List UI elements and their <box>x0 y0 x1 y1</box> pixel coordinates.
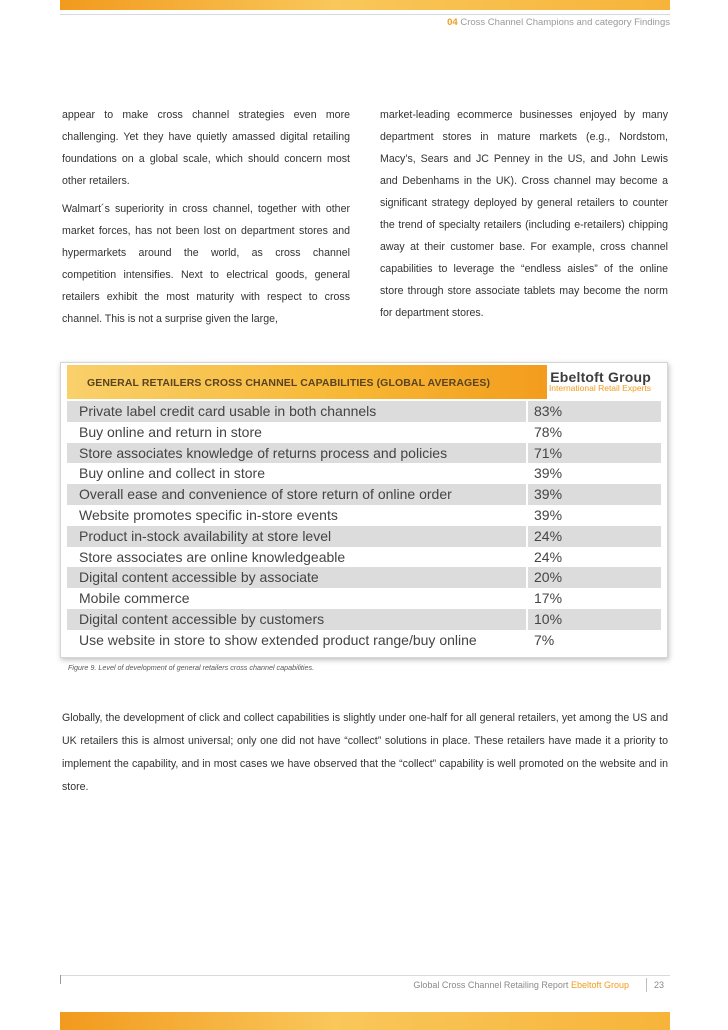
row-value: 17% <box>534 590 563 607</box>
figure-title: GENERAL RETAILERS CROSS CHANNEL CAPABILITIES (GLOBAL AVERAGES) <box>87 377 491 389</box>
table-row <box>67 526 661 547</box>
row-label: Website promotes specific in-store events <box>79 506 338 523</box>
running-header <box>447 17 670 28</box>
figure-caption: Figure 9. Level of development of general retailers cross channel capabilities. <box>68 663 315 672</box>
row-label: Buy online and collect in store <box>79 465 265 482</box>
page-number: 23 <box>654 980 665 990</box>
section-number: 04 <box>447 17 458 28</box>
logo-tagline: International Retail Experts <box>548 383 651 393</box>
row-label: Private label credit card usable in both channels <box>79 403 377 419</box>
row-value: 7% <box>534 631 555 648</box>
header-divider <box>60 14 670 15</box>
table-row <box>67 547 661 568</box>
right-paragraph-1: market-leading ecommerce businesses enjoyed by many department stores in mature markets (e.g., Nordstom, Macy’s, Sears and JC Penney in the US, and John Lewis and Debenhams in the UK). Cross channel may become a significant strategy deployed by general retailers to counter the trend of specialty retailers (including e-retailers) chipping away at their customer base. For example, cross channel capabilities to leverage the “endless aisles” of the online store through store associate tablets may become the norm for department stores. <box>380 109 668 319</box>
row-label: Store associates are online knowledgeable <box>79 548 346 565</box>
row-value: 10% <box>534 610 563 627</box>
section-title: Cross Channel Champions and category Findings <box>460 17 670 28</box>
row-value: 39% <box>534 506 563 523</box>
bottom-accent-bar <box>60 1012 670 1030</box>
table-row <box>67 463 661 484</box>
table-row <box>67 588 661 609</box>
right-text-column <box>380 104 668 330</box>
row-value: 71% <box>534 444 563 461</box>
top-accent-bar <box>60 0 670 10</box>
row-value: 39% <box>534 465 563 482</box>
footer-divider <box>60 975 670 976</box>
table-row <box>67 505 661 526</box>
row-label: Store associates knowledge of returns process and policies <box>79 444 448 461</box>
row-label: Digital content accessible by customers <box>79 610 325 627</box>
column-divider <box>526 401 528 651</box>
running-footer <box>413 980 629 990</box>
row-label: Use website in store to show extended product range/buy online <box>79 631 477 648</box>
row-value: 39% <box>534 486 563 503</box>
row-label: Product in-stock availability at store level <box>79 527 332 544</box>
row-value: 78% <box>534 423 563 440</box>
capabilities-figure <box>60 362 668 658</box>
row-value: 24% <box>534 527 563 544</box>
table-row <box>67 609 661 630</box>
row-value: 20% <box>534 569 563 586</box>
row-label: Buy online and return in store <box>79 423 262 440</box>
table-row <box>67 630 661 651</box>
left-text-column <box>62 104 350 336</box>
capabilities-table <box>67 401 661 651</box>
figure-header-band <box>67 365 547 399</box>
row-label: Digital content accessible by associate <box>79 569 319 586</box>
table-row <box>67 484 661 505</box>
row-value: 83% <box>534 403 563 419</box>
report-title: Global Cross Channel Retailing Report <box>413 980 569 990</box>
table-row <box>67 567 661 588</box>
footer-tick <box>60 975 61 984</box>
table-row <box>67 443 661 464</box>
row-label: Overall ease and convenience of store return of online order <box>79 486 452 503</box>
footer-brand: Ebeltoft Group <box>570 980 629 990</box>
footer-separator <box>646 978 647 992</box>
left-paragraph-1: appear to make cross channel strategies even more challenging. Yet they have quietly amassed digital retailing foundations on a global scale, which should concern most other retailers. <box>62 109 350 187</box>
ebeltoft-logo <box>549 369 651 393</box>
left-paragraph-2: Walmart´s superiority in cross channel, together with other market forces, has not been lost on department stores and hypermarkets around the world, as cross channel competition intensifies. Next to electrical goods, general retailers exhibit the most maturity with respect to cross channel. This is not a surprise given the large, <box>62 203 350 325</box>
row-value: 24% <box>534 548 563 565</box>
table-row <box>67 422 661 443</box>
row-label: Mobile commerce <box>79 590 190 607</box>
logo-wordmark: Ebeltoft Group <box>550 369 651 385</box>
body-paragraph: Globally, the development of click and collect capabilities is slightly under one-half for all general retailers, yet among the US and UK retailers this is almost universal; only one did not have “collect” solutions in place. These retailers have made it a priority to implement the capability, and in most cases we have observed that the “collect” capability is well promoted on the website and in store. <box>62 712 668 793</box>
table-row <box>67 401 661 422</box>
